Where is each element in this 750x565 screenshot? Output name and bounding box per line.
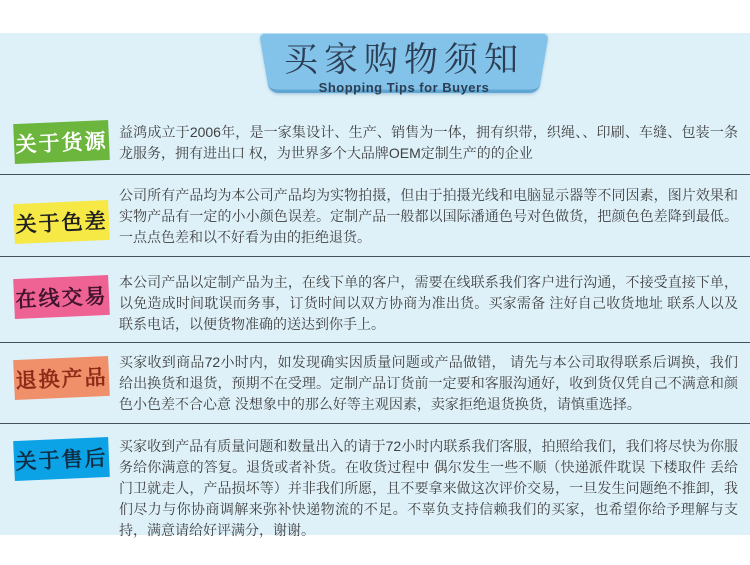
online-trade-text: 本公司产品以定制产品为主，在线下单的客户，需要在线联系我们客户进行沟通，不接受直接下单，以免造成时间耽误而务事，订货时间以双方协商为准出货。买家需备 注好自己收货地址 联系人以及联系电话，以便货物准确的送达到你手上。 [119,274,738,332]
after-sales-label-column [14,436,110,479]
after-sales-text: 买家收到产品有质量问题和数量出入的请于72小时内联系我们客服，拍照给我们，我们将尽快为你服务给你满意的答复。退货或者补货。在收货过程中 偶尔发生一些不顺（快递派件耽误 下楼取件 丢给门卫就走人，产品损坏等）并非我们所愿，且不要拿来做这次评价交易，一旦发生问题绝不推卸，我们尽力与你协商调解来弥补快递物流的不足。不辜负支持信赖我们的买家，也希望你给予理解与支持，满意请给好评满分，谢谢。 [119,438,738,538]
content-area [0,33,750,538]
returns-label-column [14,352,110,398]
supply-label-badge: 关于货源 [13,120,110,164]
color-difference-text: 公司所有产品均为本公司产品均为实物拍摄，但由于拍摄光线和电脑显示器等不同因素，图片效果和实物产品有一定的小小颜色误差。定制产品一般都以国际潘通色号对色做货，把颜色色差降到最低。一点点色差和以不好看为由的拒绝退货。 [119,187,738,245]
after-sales-label-badge: 关于售后 [13,437,110,481]
returns-label-badge: 退换产品 [13,356,110,400]
supply-text: 益鸿成立于2006年，是一家集设计、生产、销售为一体，拥有织带，织绳、、印刷、车缝、包装一条龙服务，拥有进出口 权，为世界多个大品牌OEM定制生产的的企业 [119,124,738,161]
section-online-trade [0,257,750,342]
section-returns [0,343,750,423]
page-title: 买家购物须知 [284,41,524,79]
online-trade-label-badge: 在线交易 [13,275,110,319]
page-subtitle: Shopping Tips for Buyers [318,80,490,95]
returns-text: 买家收到商品72小时内，如发现确实因质量问题或产品做错， 请先与本公司取得联系后调换，我们给出换货和退货，预期不在受理。定制产品订货前一定要和客服沟通好，收到货仅凭自己不满意和颜色小色差不合心意 没想象中的那么好等主观因素，卖家拒绝退货换货，请慎重选择。 [119,354,738,412]
section-after-sales [0,424,750,538]
section-color-difference [0,175,750,256]
supply-label-column [14,122,110,162]
top-margin [0,0,750,33]
online-trade-label-column [14,272,110,317]
banner-text-group [259,33,549,103]
section-supply [0,103,750,174]
color-difference-label-column [14,185,110,242]
color-difference-label-badge: 关于色差 [13,200,110,244]
header-banner [0,33,750,103]
